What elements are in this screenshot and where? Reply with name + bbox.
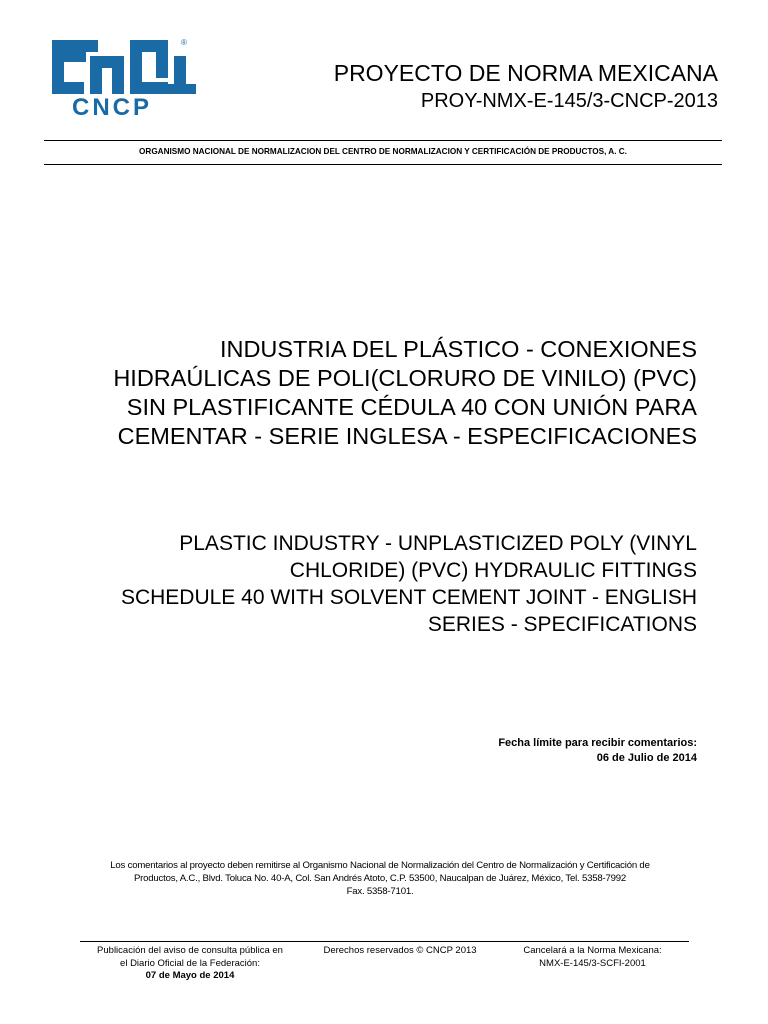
spanish-title-line: INDUSTRIA DEL PLÁSTICO - CONEXIONES [219,336,697,362]
publication-date: 07 de Mayo de 2014 [145,970,235,981]
cancels-code: NMX-E-145/3-SCFI-2001 [539,957,646,969]
english-title-line: CHLORIDE) (PVC) HYDRAULIC FITTINGS [289,559,697,582]
header-divider-bottom [44,164,722,165]
deadline-date: 06 de Julio de 2014 [596,752,697,764]
copyright-notice: Derechos reservados © CNCP 2013 [323,945,477,956]
spanish-title-line: SIN PLASTIFICANTE CÉDULA 40 CON UNIÓN PARA [126,394,697,420]
document-type-title: PROYECTO DE NORMA MEXICANA [333,60,718,86]
comment-deadline [498,736,697,766]
publication-line: el Diario Oficial de la Federación: [120,957,260,969]
registered-mark: ® [181,38,187,47]
logo-wordmark: CNCP [72,94,153,121]
publication-notice [80,945,300,983]
deadline-label: Fecha límite para recibir comentarios: [498,737,697,749]
spanish-title [60,335,697,451]
footer-divider [80,941,689,942]
english-title [60,530,697,638]
cncp-emblem-icon [50,38,200,98]
english-title-line: SERIES - SPECIFICATIONS [427,613,697,636]
organization-name: ORGANISMO NACIONAL DE NORMALIZACION DEL CENTRO DE NORMALIZACION Y CERTIFICACIÓN DE PRODUCTOS, A. C. [139,147,627,156]
cancels-label: Cancelará a la Norma Mexicana: [523,945,662,956]
comments-instructions [80,859,680,898]
comments-line: Los comentarios al proyecto deben remitirse al Organismo Nacional de Normalización del Centro de Normalización y Certificación de [110,860,650,871]
spanish-title-line: CEMENTAR - SERIE INGLESA - ESPECIFICACIONES [117,423,697,449]
comments-line: Productos, A.C., Blvd. Toluca No. 40-A, Col. San Andrés Atoto, C.P. 53500, Naucalpan de Juárez, México, Tel. 5358-7992 [133,873,627,884]
cncp-logo [50,38,200,122]
publication-line: Publicación del aviso de consulta pública en [97,945,283,956]
header-divider-top [44,140,722,141]
spanish-title-line: HIDRAÚLICAS DE POLI(CLORURO DE VINILO) (PVC) [113,365,697,391]
document-code: PROY-NMX-E-145/3-CNCP-2013 [420,90,718,112]
english-title-line: SCHEDULE 40 WITH SOLVENT CEMENT JOINT - ENGLISH [120,586,697,609]
english-title-line: PLASTIC INDUSTRY - UNPLASTICIZED POLY (VINYL [179,532,697,555]
comments-line: Fax. 5358-7101. [346,886,414,897]
cancels-standard [495,945,690,970]
